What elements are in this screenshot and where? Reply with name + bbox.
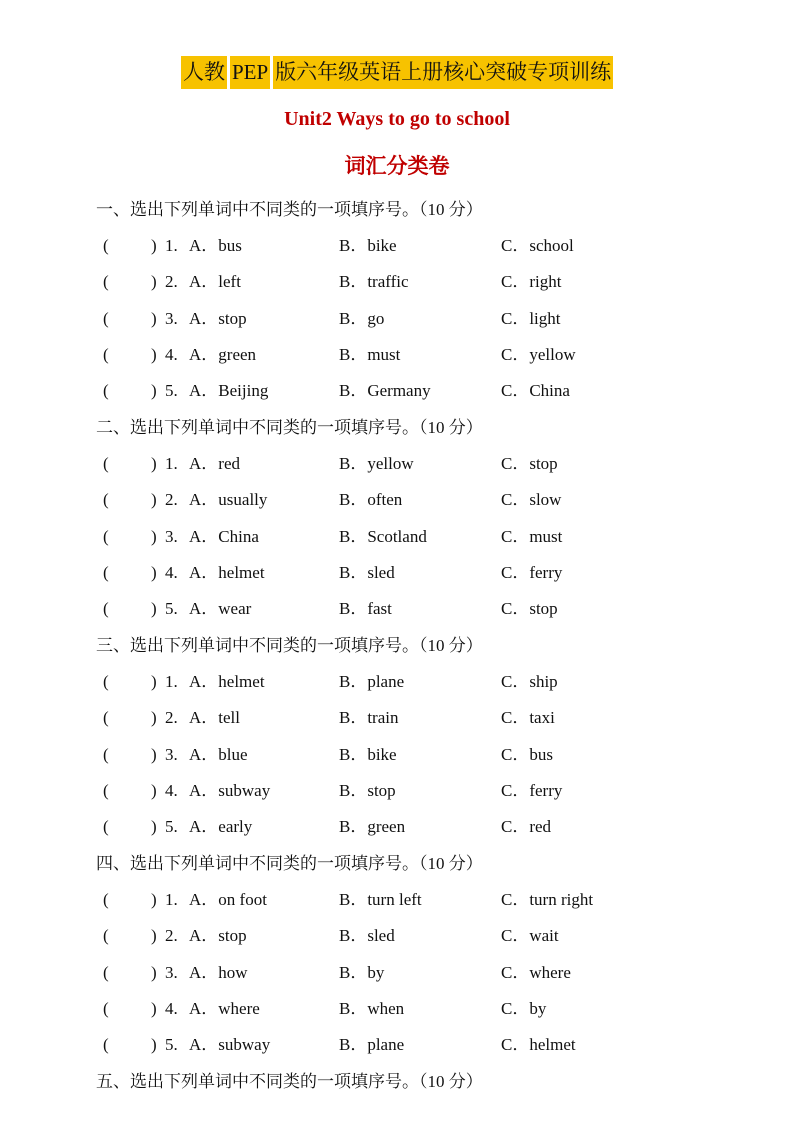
option-a: A．bus [189,236,242,255]
option-c: C．must [501,526,563,546]
option-b: B．often [339,490,403,510]
question-number: 4. [165,998,178,1018]
question-row [96,519,776,555]
question-row [96,555,776,591]
answer-blank-close: ) [151,744,157,764]
section-3 [96,628,776,845]
option-c: C．ferry [501,562,563,582]
answer-blank-open: ( [103,308,109,328]
section-heading: 二、选出下列单词中不同类的一项填序号。（10 分） [96,418,483,437]
question-number: 5. [165,1035,178,1055]
question-row [96,1027,776,1063]
option-c: C．by [501,998,547,1018]
answer-blank-close: ) [151,998,157,1018]
answer-blank-close: ) [151,672,157,691]
answer-blank-open: ( [103,562,109,582]
option-b: B．train [339,708,399,728]
option-c: C．slow [501,490,562,510]
question-number: 5. [165,599,178,619]
answer-blank-open: ( [103,672,109,691]
question-row [96,773,776,809]
answer-blank-close: ) [151,890,157,909]
question-row [96,737,776,773]
option-b: B．bike [339,236,397,255]
answer-blank-open: ( [103,817,109,837]
option-c: C．China [501,381,570,401]
option-a: A．green [189,344,257,364]
answer-blank-close: ) [151,1035,157,1055]
answer-blank-close: ) [151,599,157,619]
question-number: 1. [165,236,178,255]
option-c: C．wait [501,926,559,946]
question-number: 5. [165,817,178,837]
question-number: 3. [165,962,178,982]
answer-blank-close: ) [151,780,157,800]
option-a: A．on foot [189,890,267,909]
answer-blank-open: ( [103,381,109,401]
question-number: 2. [165,272,178,292]
banner-part-1: 人教 [181,56,227,89]
answer-blank-close: ) [151,562,157,582]
option-a: A．how [189,962,248,982]
question-number: 2. [165,708,178,728]
answer-blank-close: ) [151,454,157,473]
option-a: A．red [189,454,240,473]
option-c: C．yellow [501,344,576,364]
option-c: C．taxi [501,708,555,728]
option-a: A．left [189,272,241,292]
option-c: C．stop [501,454,558,473]
answer-blank-close: ) [151,490,157,510]
answer-blank-close: ) [151,817,157,837]
answer-blank-open: ( [103,1035,109,1055]
question-row [96,918,776,954]
option-a: A．stop [189,926,247,946]
option-b: B．must [339,344,401,364]
question-number: 2. [165,490,178,510]
answer-blank-close: ) [151,272,157,292]
option-a: A．where [189,998,260,1018]
option-a: A．tell [189,708,240,728]
question-row [96,373,776,409]
option-c: C．school [501,236,574,255]
question-number: 5. [165,381,178,401]
option-b: B．plane [339,672,405,691]
option-c: C．ship [501,672,558,691]
option-a: A．subway [189,780,271,800]
question-number: 2. [165,926,178,946]
option-b: B．when [339,998,405,1018]
section-heading: 一、选出下列单词中不同类的一项填序号。（10 分） [96,200,483,219]
option-a: A．helmet [189,562,265,582]
option-b: B．go [339,308,385,328]
option-a: A．usually [189,490,268,510]
question-number: 4. [165,780,178,800]
question-number: 4. [165,344,178,364]
answer-blank-open: ( [103,454,109,473]
question-row [96,482,776,518]
worksheet-category: 词汇分类卷 [344,154,450,178]
option-c: C．bus [501,744,553,764]
answer-blank-close: ) [151,381,157,401]
answer-blank-close: ) [151,708,157,728]
section-heading: 四、选出下列单词中不同类的一项填序号。（10 分） [96,854,483,873]
option-b: B．sled [339,562,395,582]
option-a: A．blue [189,744,248,764]
option-c: C．turn right [501,890,594,909]
question-number: 1. [165,454,178,473]
answer-blank-open: ( [103,599,109,619]
answer-blank-close: ) [151,344,157,364]
question-number: 3. [165,744,178,764]
answer-blank-close: ) [151,308,157,328]
question-row [96,446,776,482]
question-row [96,955,776,991]
option-b: B．plane [339,1035,405,1055]
question-row [96,700,776,736]
option-b: B．turn left [339,890,422,909]
option-b: B．by [339,962,385,982]
question-number: 1. [165,672,178,691]
question-row [96,809,776,845]
question-row [96,301,776,337]
question-row [96,264,776,300]
answer-blank-open: ( [103,890,109,909]
option-b: B．stop [339,780,396,800]
option-c: C．light [501,308,561,328]
option-a: A．Beijing [189,381,269,401]
question-number: 3. [165,308,178,328]
section-4 [96,846,776,1063]
option-c: C．stop [501,599,558,619]
option-b: B．bike [339,744,397,764]
answer-blank-close: ) [151,926,157,946]
question-number: 4. [165,562,178,582]
option-a: A．subway [189,1035,271,1055]
question-row [96,664,776,700]
answer-blank-open: ( [103,526,109,546]
question-number: 3. [165,526,178,546]
option-c: C．ferry [501,780,563,800]
banner-part-2: PEP [230,56,270,89]
unit-subtitle: Unit2 Ways to go to school [284,108,510,130]
section-heading: 三、选出下列单词中不同类的一项填序号。（10 分） [96,636,483,655]
option-b: B．green [339,817,406,837]
section-2 [96,410,776,627]
question-row [96,591,776,627]
question-row [96,882,776,918]
option-b: B．Scotland [339,526,427,546]
answer-blank-close: ) [151,962,157,982]
answer-blank-open: ( [103,272,109,292]
option-b: B．yellow [339,454,414,473]
answer-blank-open: ( [103,998,109,1018]
option-a: A．early [189,817,253,837]
option-c: C．red [501,817,552,837]
title-banner [181,56,613,89]
section-5 [96,1064,776,1100]
question-number: 1. [165,890,178,909]
option-a: A．China [189,526,259,546]
answer-blank-open: ( [103,490,109,510]
question-row [96,228,776,264]
question-row [96,991,776,1027]
section-heading: 五、选出下列单词中不同类的一项填序号。（10 分） [96,1072,483,1091]
answer-blank-open: ( [103,926,109,946]
answer-blank-open: ( [103,708,109,728]
answer-blank-open: ( [103,344,109,364]
banner-part-3: 版六年级英语上册核心突破专项训练 [273,56,613,89]
option-c: C．helmet [501,1035,576,1055]
option-a: A．helmet [189,672,265,691]
option-b: B．fast [339,599,392,619]
option-a: A．stop [189,308,247,328]
option-a: A．wear [189,599,252,619]
answer-blank-open: ( [103,962,109,982]
option-c: C．where [501,962,571,982]
answer-blank-open: ( [103,744,109,764]
option-c: C．right [501,272,562,292]
answer-blank-close: ) [151,236,157,255]
answer-blank-close: ) [151,526,157,546]
answer-blank-open: ( [103,236,109,255]
option-b: B．traffic [339,272,409,292]
option-b: B．sled [339,926,395,946]
option-b: B．Germany [339,381,431,401]
section-1 [96,192,776,409]
answer-blank-open: ( [103,780,109,800]
question-row [96,337,776,373]
